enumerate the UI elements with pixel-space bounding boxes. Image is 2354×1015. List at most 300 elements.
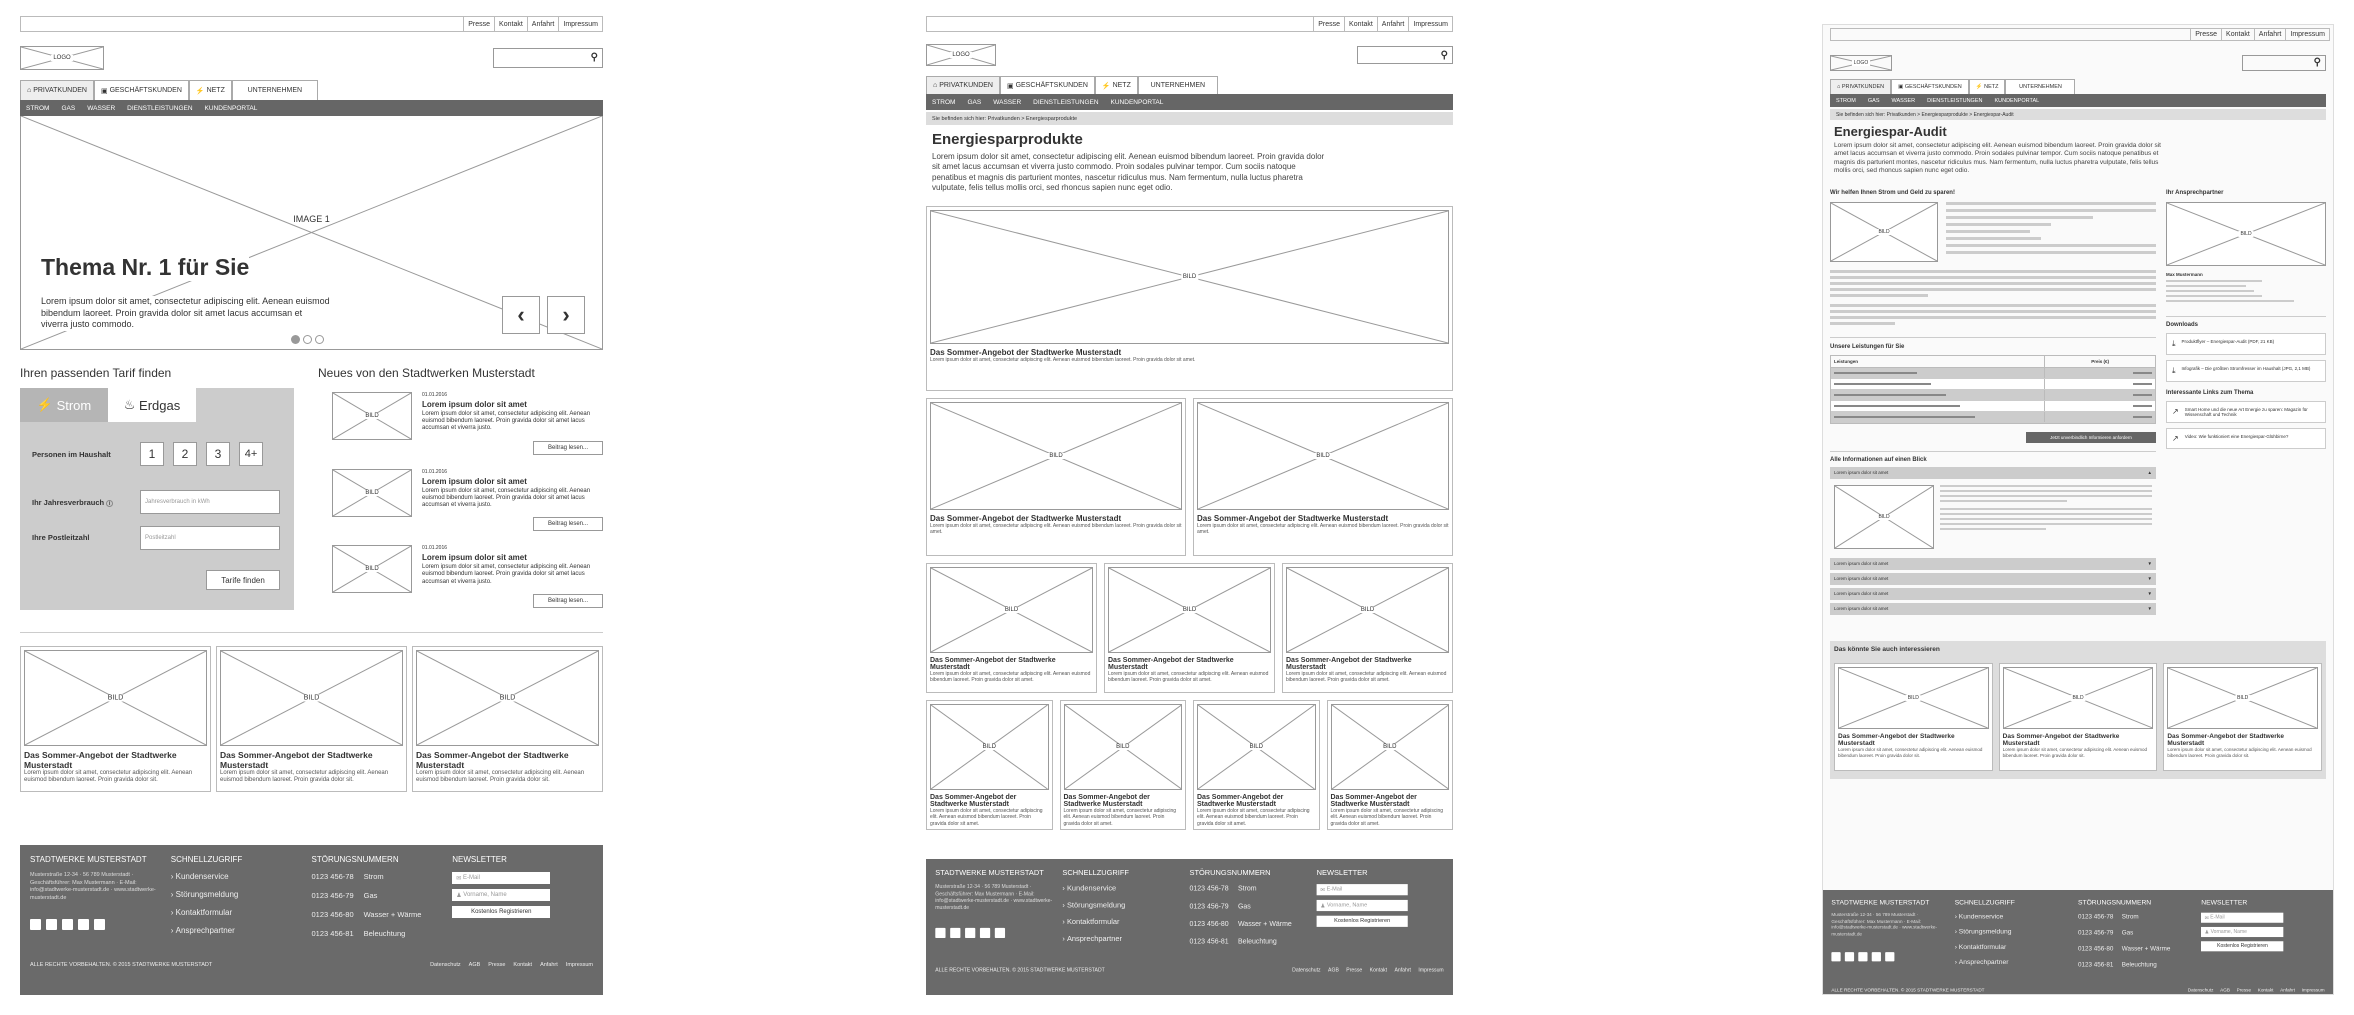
- info-icon[interactable]: i: [106, 500, 113, 507]
- phone-number[interactable]: 0123 456-78: [311, 872, 354, 881]
- external-link-icon: ↗: [2172, 433, 2179, 443]
- downloads-list: [2166, 333, 2326, 382]
- plz-input[interactable]: Postleitzahl: [140, 526, 280, 550]
- services-heading: Unsere Leistungen für Sie: [1830, 343, 1905, 350]
- sub-nav: [926, 94, 1453, 110]
- accordion-label: Lorem ipsum dolor sit amet: [1834, 561, 1889, 567]
- product-card[interactable]: [1193, 398, 1453, 556]
- teaser-card[interactable]: [20, 646, 211, 792]
- logo[interactable]: [1830, 55, 1892, 71]
- phone-number[interactable]: 0123 456-79: [2077, 928, 2114, 937]
- teaser-image: [24, 650, 207, 746]
- tab-label: NETZ: [1984, 84, 1999, 90]
- tab-strom[interactable]: [20, 388, 108, 422]
- tab-geschaeftskunden[interactable]: [1891, 79, 1969, 94]
- product-image: [1064, 704, 1183, 790]
- phone-number[interactable]: 0123 456-80: [311, 910, 354, 919]
- teaser-card[interactable]: [412, 646, 603, 792]
- download-label: Infografik – Die größten Stromfresser im Haushalt (JPG, 2,1 MB): [2181, 365, 2311, 371]
- footer-link[interactable]: AGB: [1328, 967, 1339, 974]
- jahresverbrauch-input[interactable]: Jahresverbrauch in kWh: [140, 490, 280, 514]
- footer-link[interactable]: Kontakt: [2257, 988, 2274, 994]
- phone-number[interactable]: 0123 456-80: [1189, 919, 1229, 928]
- tab-privatkunden[interactable]: [20, 80, 94, 100]
- next-button[interactable]: ›: [547, 296, 585, 334]
- newsletter-email-input[interactable]: [2201, 913, 2283, 923]
- accordion: [1830, 467, 2156, 615]
- subnav-item[interactable]: GAS: [61, 104, 76, 112]
- footer-heading: NEWSLETTER: [2201, 898, 2248, 906]
- accordion-label: Lorem ipsum dolor sit amet: [1834, 591, 1889, 597]
- phone-number[interactable]: 0123 456-81: [1189, 937, 1229, 946]
- footer-newsletter: [2201, 898, 2324, 976]
- footer-quicklinks: [1062, 868, 1189, 954]
- phone-number[interactable]: 0123 456-81: [311, 929, 354, 938]
- footer-links: [1285, 968, 1444, 974]
- accordion-label: Lorem ipsum dolor sit amet: [1834, 576, 1889, 582]
- product-title: Das Sommer-Angebot der Stadtwerke Musterstadt: [1063, 793, 1150, 808]
- logo[interactable]: [20, 46, 104, 70]
- footer-heading: STÖRUNGSNUMMERN: [1189, 868, 1271, 877]
- footer-link[interactable]: Presse: [488, 962, 506, 968]
- teaser-text: Lorem ipsum dolor sit amet, consectetur adipiscing elit. Aenean euismod bibendum laoreet. Proin gravida dolor sit.: [416, 769, 585, 784]
- subnav-item[interactable]: KUNDENPORTAL: [1994, 97, 2040, 104]
- footer-link[interactable]: Kontakt: [513, 962, 533, 968]
- accordion-header[interactable]: [1830, 588, 2156, 600]
- phone-row: [1190, 937, 1317, 945]
- xing-icon[interactable]: [78, 919, 89, 930]
- contact-image: [2166, 202, 2326, 266]
- quick-link[interactable]: [1062, 884, 1189, 892]
- footer-link[interactable]: Impressum: [565, 962, 593, 968]
- tab-label: Strom: [56, 397, 92, 413]
- accordion-header[interactable]: [1830, 573, 2156, 585]
- chevron-down-icon: ▼: [2147, 576, 2152, 582]
- footer-link[interactable]: Anfahrt: [2280, 988, 2296, 994]
- phone-row: [1190, 884, 1317, 892]
- teaser-title: Das Sommer-Angebot der Stadtwerke Musterstadt: [220, 749, 373, 770]
- news-image: [332, 545, 412, 593]
- tab-erdgas[interactable]: [108, 388, 196, 422]
- related-title: Das Sommer-Angebot der Stadtwerke Musterstadt: [1838, 732, 1955, 747]
- quick-link-label: Kundenservice: [1958, 912, 2004, 921]
- image-label: BILD: [365, 566, 379, 573]
- persons-option[interactable]: 2: [173, 442, 197, 466]
- download-item[interactable]: [2166, 333, 2326, 355]
- phone-number[interactable]: 0123 456-78: [2077, 912, 2114, 921]
- search-icon[interactable]: ⚲: [2313, 57, 2321, 68]
- tab-label: GESCHÄFTSKUNDEN: [1015, 82, 1088, 89]
- quick-link[interactable]: [171, 926, 312, 935]
- breadcrumb[interactable]: Sie befinden sich hier: Privatkunden > Energiesparprodukte > Energiespar-Audit: [1830, 109, 2326, 120]
- subnav-item[interactable]: STROM: [1836, 97, 1856, 104]
- meta-link[interactable]: Anfahrt: [527, 17, 559, 31]
- tab-geschaeftskunden[interactable]: [1000, 76, 1095, 94]
- tab-label: NETZ: [206, 87, 225, 94]
- footer-link[interactable]: Anfahrt: [1394, 967, 1411, 974]
- subnav-item[interactable]: GAS: [967, 98, 982, 106]
- meta-link[interactable]: Presse: [1313, 17, 1344, 31]
- quick-link[interactable]: [1955, 928, 2078, 936]
- phone-row: [2078, 913, 2201, 921]
- download-icon: ⤓: [2172, 365, 2176, 375]
- lightning-icon: ⚡: [36, 397, 53, 412]
- linkedin-icon[interactable]: [1885, 952, 1894, 961]
- product-image: [1197, 704, 1316, 790]
- placeholder: Vorname, Name: [2210, 929, 2247, 935]
- image-label: BILD: [499, 694, 516, 702]
- quick-link[interactable]: [171, 890, 312, 899]
- youtube-icon[interactable]: [62, 919, 73, 930]
- subnav-item[interactable]: WASSER: [87, 104, 116, 112]
- quick-link[interactable]: [1062, 918, 1189, 926]
- footer: [20, 845, 603, 995]
- quick-link-label: Ansprechpartner: [1066, 934, 1122, 943]
- search-icon[interactable]: ⚲: [1440, 50, 1448, 61]
- quick-link[interactable]: [171, 872, 312, 881]
- accordion-header[interactable]: [1830, 558, 2156, 570]
- footer-heading: STÖRUNGSNUMMERN: [2077, 898, 2152, 906]
- subnav-item[interactable]: WASSER: [1891, 97, 1916, 104]
- linkedin-icon[interactable]: [94, 919, 105, 930]
- external-link[interactable]: [2166, 401, 2326, 423]
- slider-dot[interactable]: [303, 335, 312, 344]
- contact-details: [2166, 280, 2326, 302]
- tab-unternehmen[interactable]: [2005, 79, 2075, 94]
- newsletter-register-button[interactable]: Kostenlos Registrieren: [2201, 941, 2283, 951]
- chevron-right-icon: ›: [1062, 884, 1067, 893]
- quick-link-label: Störungsmeldung: [1958, 927, 2012, 936]
- xing-icon[interactable]: [1872, 952, 1881, 961]
- slider-dots: [291, 335, 324, 344]
- main-nav: [1830, 79, 2326, 94]
- youtube-icon[interactable]: [1858, 952, 1867, 961]
- subnav-item[interactable]: DIENSTLEISTUNGEN: [1927, 97, 1983, 104]
- tab-netz[interactable]: [189, 80, 232, 100]
- facebook-icon[interactable]: [935, 928, 945, 938]
- chevron-right-icon: ›: [1954, 927, 1959, 936]
- mail-icon: ✉: [2204, 915, 2211, 921]
- user-icon: ♟: [1320, 903, 1327, 909]
- product-text: Lorem ipsum dolor sit amet, consectetur adipiscing elit. Aenean euismod bibendum laoreet. Proin gravida dolor sit amet.: [1063, 807, 1177, 827]
- image-label: BILD: [1878, 513, 1890, 520]
- wireframe-homepage: [20, 16, 603, 995]
- footer-heading: STADTWERKE MUSTERSTADT: [1831, 898, 1930, 906]
- page-title: Energiespar-Audit: [1834, 124, 1947, 139]
- phone-row: [1190, 902, 1317, 910]
- teaser-text: Lorem ipsum dolor sit amet, consectetur adipiscing elit. Aenean euismod bibendum laoreet. Proin gravida dolor sit.: [24, 769, 193, 784]
- download-item[interactable]: [2166, 360, 2326, 382]
- tab-label: UNTERNEHMEN: [247, 87, 303, 94]
- product-image: [930, 567, 1093, 653]
- teaser-card[interactable]: [216, 646, 407, 792]
- tab-unternehmen[interactable]: [1138, 76, 1218, 94]
- newsletter-register-button[interactable]: Kostenlos Registrieren: [452, 906, 550, 918]
- request-button[interactable]: Jetzt unverbindlich Informieren anfordern: [2026, 432, 2156, 443]
- related-card[interactable]: [1834, 663, 1993, 771]
- product-card[interactable]: [926, 398, 1186, 556]
- footer-link[interactable]: Impressum: [2301, 988, 2325, 994]
- tarif-search-button[interactable]: Tarife finden: [206, 570, 280, 590]
- search-input[interactable]: [493, 48, 603, 68]
- footer-link[interactable]: Impressum: [1418, 967, 1444, 974]
- read-more-button[interactable]: Beitrag lesen...: [533, 441, 603, 455]
- tab-label: UNTERNEHMEN: [1150, 82, 1206, 89]
- product-text: Lorem ipsum dolor sit amet, consectetur adipiscing elit. Aenean euismod bibendum laoreet. Proin gravida dolor sit amet.: [1197, 522, 1449, 536]
- image-label: BILD: [1316, 452, 1330, 459]
- accordion-label: Lorem ipsum dolor sit amet: [1834, 606, 1889, 612]
- footer-heading: STADTWERKE MUSTERSTADT: [30, 855, 147, 864]
- meta-nav: [926, 16, 1453, 32]
- related-card[interactable]: [1999, 663, 2158, 771]
- footer: [1823, 890, 2333, 994]
- product-title: Das Sommer-Angebot der Stadtwerke Musterstadt: [1197, 513, 1389, 523]
- phone-number[interactable]: 0123 456-79: [1189, 901, 1229, 911]
- persons-option[interactable]: 4+: [239, 442, 263, 466]
- product-card[interactable]: [926, 563, 1097, 693]
- related-text: Lorem ipsum dolor sit amet, consectetur adipiscing elit. Aenean euismod bibendum laoreet. Proin gravida dolor sit.: [2002, 746, 2147, 758]
- footer-link[interactable]: Datenschutz: [1292, 967, 1321, 974]
- youtube-icon[interactable]: [965, 928, 975, 938]
- product-card[interactable]: [1104, 563, 1275, 693]
- breadcrumb[interactable]: Sie befinden sich hier: Privatkunden > Energiesparprodukte: [926, 112, 1453, 125]
- news-item: [332, 392, 603, 455]
- footer-heading: SCHNELLZUGRIFF: [1062, 868, 1129, 877]
- product-card[interactable]: [1060, 700, 1187, 830]
- product-title: Das Sommer-Angebot der Stadtwerke Musterstadt: [930, 347, 1122, 357]
- meta-link[interactable]: Anfahrt: [2254, 29, 2286, 40]
- prev-button[interactable]: ‹: [502, 296, 540, 334]
- placeholder: E-Mail: [1326, 886, 1343, 893]
- footer-link[interactable]: Presse: [1346, 967, 1363, 974]
- product-title: Das Sommer-Angebot der Stadtwerke Musterstadt: [1286, 656, 1412, 671]
- image-label: BILD: [1182, 606, 1197, 613]
- tab-netz[interactable]: [1095, 76, 1138, 94]
- twitter-icon[interactable]: [950, 928, 960, 938]
- footer-links: [422, 962, 593, 968]
- image-label: BILD: [1383, 743, 1397, 750]
- meta-link[interactable]: Impressum: [2285, 29, 2329, 40]
- accordion-heading: Alle Informationen auf einen Blick: [1830, 456, 1927, 463]
- product-card[interactable]: [1327, 700, 1454, 830]
- quick-link[interactable]: [1955, 943, 2078, 951]
- persons-selector: [140, 442, 263, 466]
- product-card[interactable]: [1282, 563, 1453, 693]
- footer-link[interactable]: AGB: [2220, 988, 2230, 994]
- image-label: BILD: [1049, 452, 1063, 459]
- phone-row: [2078, 961, 2201, 969]
- newsletter-name-input[interactable]: [452, 889, 550, 901]
- chevron-right-icon: ›: [170, 908, 176, 917]
- news-image: [332, 469, 412, 517]
- product-text: Lorem ipsum dolor sit amet, consectetur adipiscing elit. Aenean euismod bibendum laoreet. Proin gravida dolor sit amet.: [1286, 670, 1447, 684]
- meta-link[interactable]: Presse: [2190, 29, 2221, 40]
- subnav-item[interactable]: KUNDENPORTAL: [1110, 98, 1164, 106]
- news-date: 01.01.2016: [422, 468, 448, 475]
- meta-link[interactable]: Anfahrt: [1377, 17, 1409, 31]
- product-card[interactable]: [1193, 700, 1320, 830]
- phone-row: [312, 891, 453, 900]
- tab-privatkunden[interactable]: [926, 76, 1000, 94]
- hero-title: Thema Nr. 1 für Sie: [41, 254, 250, 280]
- footer-link[interactable]: AGB: [468, 962, 481, 968]
- phone-number[interactable]: 0123 456-78: [1189, 884, 1229, 893]
- persons-option[interactable]: 1: [140, 442, 164, 466]
- footer-phones: [312, 855, 453, 948]
- quick-link[interactable]: [1955, 913, 2078, 921]
- external-link[interactable]: [2166, 428, 2326, 449]
- quick-link-label: Ansprechpartner: [175, 926, 235, 935]
- phone-number[interactable]: 0123 456-81: [2077, 960, 2114, 969]
- main-column: [1830, 190, 2156, 615]
- related-heading: Das könnte Sie auch interessieren: [1834, 645, 1940, 653]
- footer-phones: [2078, 898, 2201, 976]
- image-label: BILD: [1004, 606, 1019, 613]
- search-icon[interactable]: ⚲: [590, 52, 598, 63]
- main-nav: [926, 76, 1453, 94]
- footer-link[interactable]: Datenschutz: [2187, 988, 2214, 994]
- phone-label: Gas: [1237, 901, 1251, 911]
- home-icon: ⌂: [933, 82, 940, 89]
- twitter-icon[interactable]: [1845, 952, 1854, 961]
- twitter-icon[interactable]: [46, 919, 57, 930]
- phone-row: [2078, 945, 2201, 953]
- pylon-icon: ⚡: [1101, 82, 1113, 90]
- phone-row: [312, 872, 453, 881]
- quick-link-label: Ansprechpartner: [1958, 958, 2009, 966]
- accordion-header[interactable]: [1830, 603, 2156, 615]
- news-image: [332, 392, 412, 440]
- image-label: BILD: [1116, 743, 1130, 750]
- subnav-item[interactable]: DIENSTLEISTUNGEN: [1033, 98, 1099, 106]
- footer-heading: SCHNELLZUGRIFF: [170, 855, 243, 864]
- image-label: BILD: [1878, 228, 1890, 235]
- tab-geschaeftskunden[interactable]: [94, 80, 189, 100]
- footer-link[interactable]: Anfahrt: [540, 962, 558, 968]
- tab-netz[interactable]: [1969, 79, 2006, 94]
- search-input[interactable]: [2242, 55, 2326, 71]
- newsletter-email-input[interactable]: [452, 872, 550, 884]
- related-section: [1830, 641, 2326, 779]
- placeholder: E-Mail: [2210, 915, 2225, 921]
- newsletter-name-input[interactable]: [1317, 900, 1408, 911]
- news-item: [332, 469, 603, 532]
- newsletter-name-input[interactable]: [2201, 927, 2283, 937]
- image-label: BILD: [303, 694, 320, 702]
- facebook-icon[interactable]: [30, 919, 41, 930]
- news-text: Lorem ipsum dolor sit amet, consectetur adipiscing elit. Aenean euismod bibendum laoreet. Proin gravida dolor sit amet lacus accumsan et viverra justo.: [422, 564, 591, 585]
- quick-link[interactable]: [171, 908, 312, 917]
- footer-heading: NEWSLETTER: [1316, 868, 1368, 877]
- news-date: 01.01.2016: [422, 545, 448, 552]
- placeholder: E-Mail: [462, 875, 480, 881]
- hero-image-label: IMAGE 1: [293, 213, 330, 224]
- phone-number[interactable]: 0123 456-79: [311, 891, 354, 900]
- copyright: ALLE RECHTE VORBEHALTEN. © 2015 STADTWERKE MUSTERSTADT: [935, 967, 1105, 974]
- linkedin-icon[interactable]: [995, 928, 1005, 938]
- tab-privatkunden[interactable]: [1830, 79, 1891, 94]
- footer-links: [2181, 988, 2325, 993]
- tab-unternehmen[interactable]: [232, 80, 318, 100]
- tarif-calculator: [20, 388, 294, 610]
- meta-link[interactable]: Impressum: [1408, 17, 1452, 31]
- chevron-right-icon: ›: [1062, 934, 1067, 943]
- links-list: [2166, 401, 2326, 449]
- meta-link[interactable]: Kontakt: [494, 17, 527, 31]
- product-row: [926, 398, 1453, 556]
- building-icon: ▣: [101, 87, 110, 95]
- phone-label: Beleuchtung: [1237, 937, 1277, 946]
- chevron-up-icon: ▲: [2147, 470, 2152, 476]
- subnav-item[interactable]: DIENSTLEISTUNGEN: [127, 104, 193, 112]
- product-image: [930, 704, 1049, 790]
- subnav-item[interactable]: GAS: [1867, 97, 1880, 104]
- meta-link[interactable]: Impressum: [558, 17, 602, 31]
- product-title: Das Sommer-Angebot der Stadtwerke Musterstadt: [1197, 793, 1284, 808]
- quick-link[interactable]: [1955, 958, 2078, 966]
- accordion-item-open: [1830, 467, 2156, 555]
- chevron-right-icon: ›: [1954, 958, 1959, 966]
- teaser-image: [416, 650, 599, 746]
- news-item: [332, 545, 603, 608]
- footer-link[interactable]: Kontakt: [1369, 967, 1388, 974]
- slider-dot[interactable]: [315, 335, 324, 344]
- chevron-right-icon: ›: [170, 890, 176, 899]
- pylon-icon: ⚡: [195, 87, 207, 95]
- newsletter-email-input[interactable]: [1317, 884, 1408, 895]
- read-more-button[interactable]: Beitrag lesen...: [533, 517, 603, 531]
- accordion-header[interactable]: [1830, 467, 2156, 479]
- company-address: Musterstraße 12-34 · 56 789 Musterstadt · Geschäftsführer: Max Mustermann · E-Mail: info@stadtwerke-musterstadt.de · www.stadtwerke-musterstadt.de: [935, 884, 1053, 912]
- newsletter-register-button[interactable]: Kostenlos Registrieren: [1317, 916, 1408, 927]
- pylon-icon: ⚡: [1975, 84, 1985, 90]
- logo[interactable]: [926, 44, 996, 66]
- quick-link[interactable]: [1062, 901, 1189, 909]
- subnav-item[interactable]: STROM: [932, 98, 956, 106]
- table-row: [1831, 412, 2155, 423]
- subnav-item[interactable]: WASSER: [993, 98, 1022, 106]
- phone-number[interactable]: 0123 456-80: [2077, 944, 2114, 953]
- product-card[interactable]: [926, 700, 1053, 830]
- product-row: [926, 563, 1453, 693]
- xing-icon[interactable]: [980, 928, 990, 938]
- image-label: BILD: [365, 489, 379, 496]
- footer-link[interactable]: Presse: [2236, 988, 2252, 994]
- downloads-heading: Downloads: [2166, 321, 2199, 328]
- footer-link[interactable]: Datenschutz: [430, 962, 461, 968]
- meta-link[interactable]: Kontakt: [2221, 29, 2254, 40]
- logo-text: LOGO: [952, 52, 970, 58]
- read-more-button[interactable]: Beitrag lesen...: [533, 594, 603, 608]
- product-card[interactable]: [926, 206, 1453, 391]
- search-input[interactable]: [1357, 46, 1453, 64]
- related-card[interactable]: [2163, 663, 2322, 771]
- subnav-item[interactable]: KUNDENPORTAL: [204, 104, 258, 112]
- footer: [926, 859, 1453, 995]
- facebook-icon[interactable]: [1831, 952, 1840, 961]
- subnav-item[interactable]: STROM: [26, 104, 50, 112]
- image-label: BILD: [1360, 606, 1375, 613]
- footer-company: [1831, 898, 1954, 976]
- social-icons: [935, 928, 1062, 938]
- chevron-right-icon: ›: [170, 926, 176, 935]
- product-text: Lorem ipsum dolor sit amet, consectetur adipiscing elit. Aenean euismod bibendum laoreet. Proin gravida dolor sit amet.: [1108, 670, 1269, 684]
- meta-link[interactable]: Presse: [463, 17, 494, 31]
- persons-option[interactable]: 3: [206, 442, 230, 466]
- quick-link[interactable]: [1062, 934, 1189, 942]
- meta-link[interactable]: Kontakt: [1344, 17, 1377, 31]
- slider-dot[interactable]: [291, 335, 300, 344]
